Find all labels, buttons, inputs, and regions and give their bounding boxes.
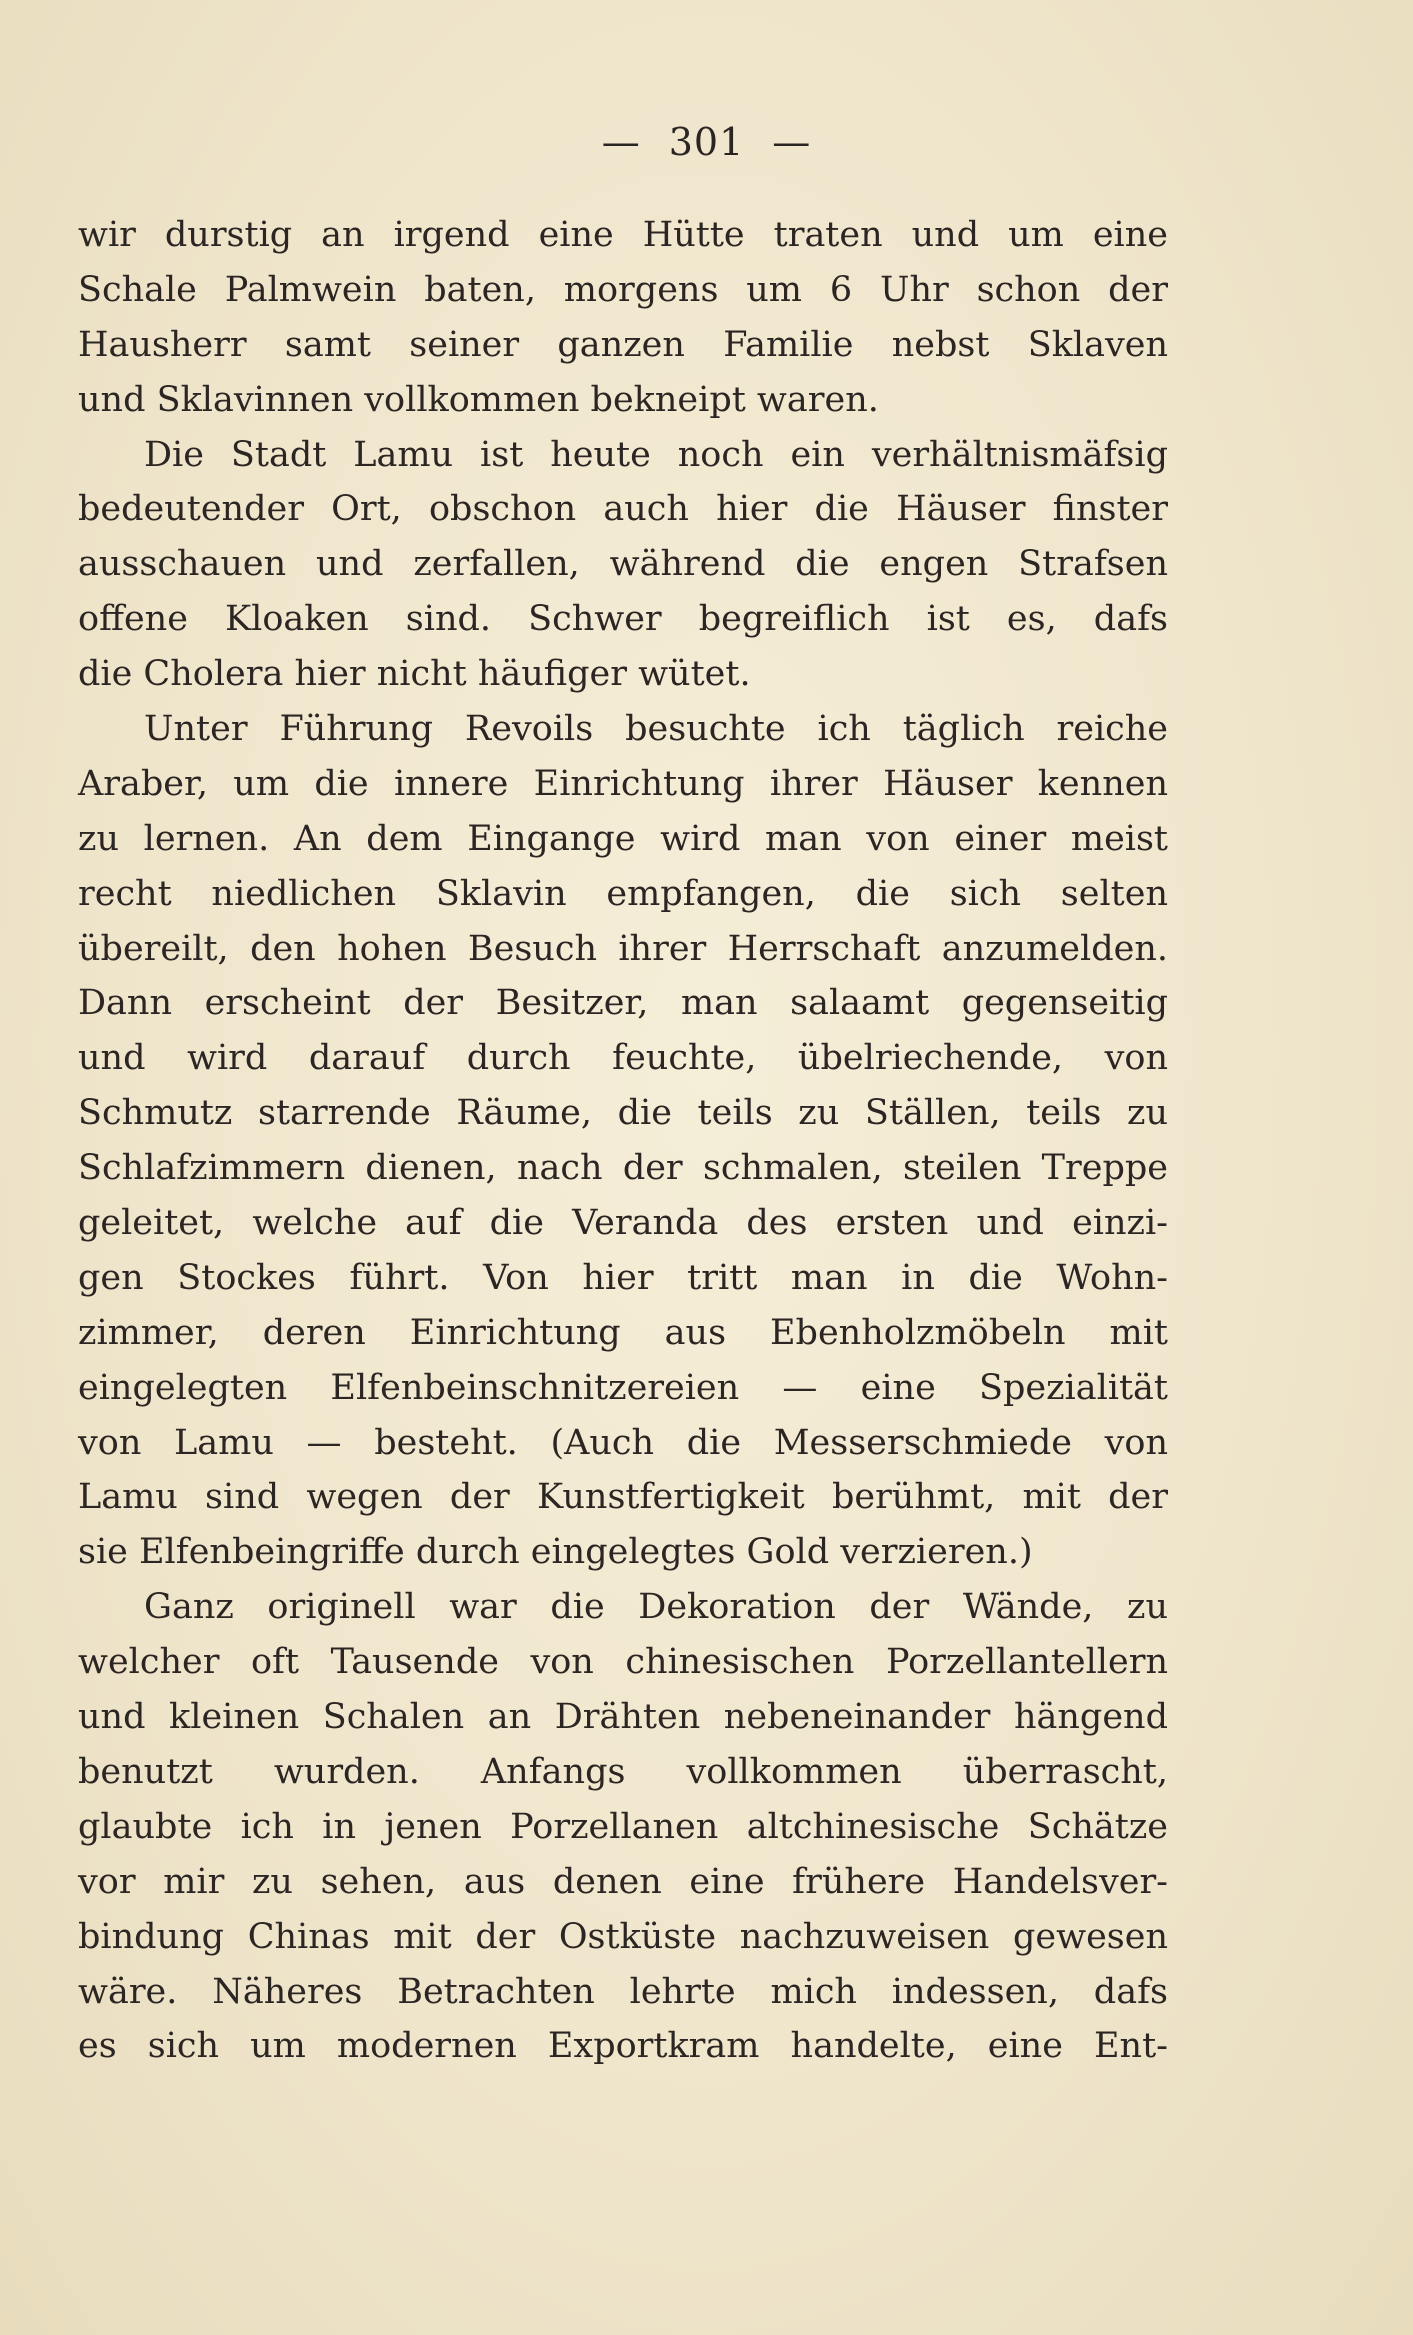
text-line: wäre. Näheres Betrachten lehrte mich indessen, dafs	[78, 1971, 1168, 2012]
paragraph	[78, 1580, 1168, 2074]
text-line: und wird darauf durch feuchte, übelriechende, von	[78, 1038, 1168, 1079]
text-line: wir durstig an irgend eine Hütte traten und um eine	[78, 215, 1168, 255]
text-line: Ganz originell war die Dekoration der Wände, zu	[144, 1587, 1168, 1628]
text-line: Schmutz starrende Räume, die teils zu Ställen, teils zu	[78, 1093, 1168, 1134]
text-line: bindung Chinas mit der Ostküste nachzuweisen gewesen	[78, 1916, 1168, 1957]
text-line: geleitet, welche auf die Veranda des ersten und einzi-	[78, 1203, 1168, 1244]
text-line: Schale Palmwein baten, morgens um 6 Uhr schon der	[78, 269, 1168, 310]
text-line: Unter Führung Revoils besuchte ich täglich reiche	[144, 709, 1168, 750]
text-line: von Lamu — besteht. (Auch die Messerschmiede von	[78, 1422, 1168, 1463]
paragraph	[78, 208, 1168, 428]
header-dash-right: —	[772, 120, 812, 164]
text-line: welcher oft Tausende von chinesischen Porzellantellern	[78, 1642, 1168, 1683]
text-line: recht niedlichen Sklavin empfangen, die sich selten	[78, 873, 1168, 914]
text-line: ausschauen und zerfallen, während die engen Strafsen	[78, 544, 1168, 585]
text-line: glaubte ich in jenen Porzellanen altchinesische Schätze	[78, 1806, 1168, 1847]
text-line: zu lernen. An dem Eingange wird man von einer meist	[78, 818, 1168, 859]
text-line: Dann erscheint der Besitzer, man salaamt gegenseitig	[78, 983, 1168, 1024]
text-line: eingelegten Elfenbeinschnitzereien — eine Spezialität	[78, 1367, 1168, 1408]
text-line: Die Stadt Lamu ist heute noch ein verhältnismäfsig	[144, 434, 1168, 475]
text-line: die Cholera hier nicht häufiger wütet.	[78, 654, 751, 695]
text-line: gen Stockes führt. Von hier tritt man in die Wohn-	[78, 1257, 1168, 1298]
text-line: Lamu sind wegen der Kunstfertigkeit berühmt, mit der	[78, 1477, 1168, 1518]
text-line: und Sklavinnen vollkommen bekneipt waren.	[78, 379, 879, 420]
text-line: Araber, um die innere Einrichtung ihrer Häuser kennen	[78, 763, 1168, 804]
paragraph	[78, 702, 1168, 1580]
page-header	[0, 120, 1413, 164]
header-dash-left: —	[601, 120, 641, 164]
text-line: Schlafzimmern dienen, nach der schmalen, steilen Treppe	[78, 1148, 1168, 1189]
text-line: vor mir zu sehen, aus denen eine frühere Handelsver-	[78, 1861, 1168, 1902]
text-line: zimmer, deren Einrichtung aus Ebenholzmöbeln mit	[78, 1312, 1168, 1353]
paragraph	[78, 428, 1168, 702]
body-text	[78, 208, 1168, 2074]
text-line: offene Kloaken sind. Schwer begreiflich ist es, dafs	[78, 599, 1168, 640]
text-line: es sich um modernen Exportkram handelte, eine Ent-	[78, 2026, 1168, 2067]
text-line: sie Elfenbeingriffe durch eingelegtes Gold verzieren.)	[78, 1532, 1033, 1573]
page-number: 301	[668, 120, 745, 164]
text-line: Hausherr samt seiner ganzen Familie nebst Sklaven	[78, 324, 1168, 365]
text-line: benutzt wurden. Anfangs vollkommen überrascht,	[78, 1751, 1168, 1792]
text-line: bedeutender Ort, obschon auch hier die Häuser finster	[78, 489, 1168, 530]
text-line: und kleinen Schalen an Drähten nebeneinander hängend	[78, 1697, 1168, 1738]
text-line: übereilt, den hohen Besuch ihrer Herrschaft anzumelden.	[78, 928, 1168, 969]
